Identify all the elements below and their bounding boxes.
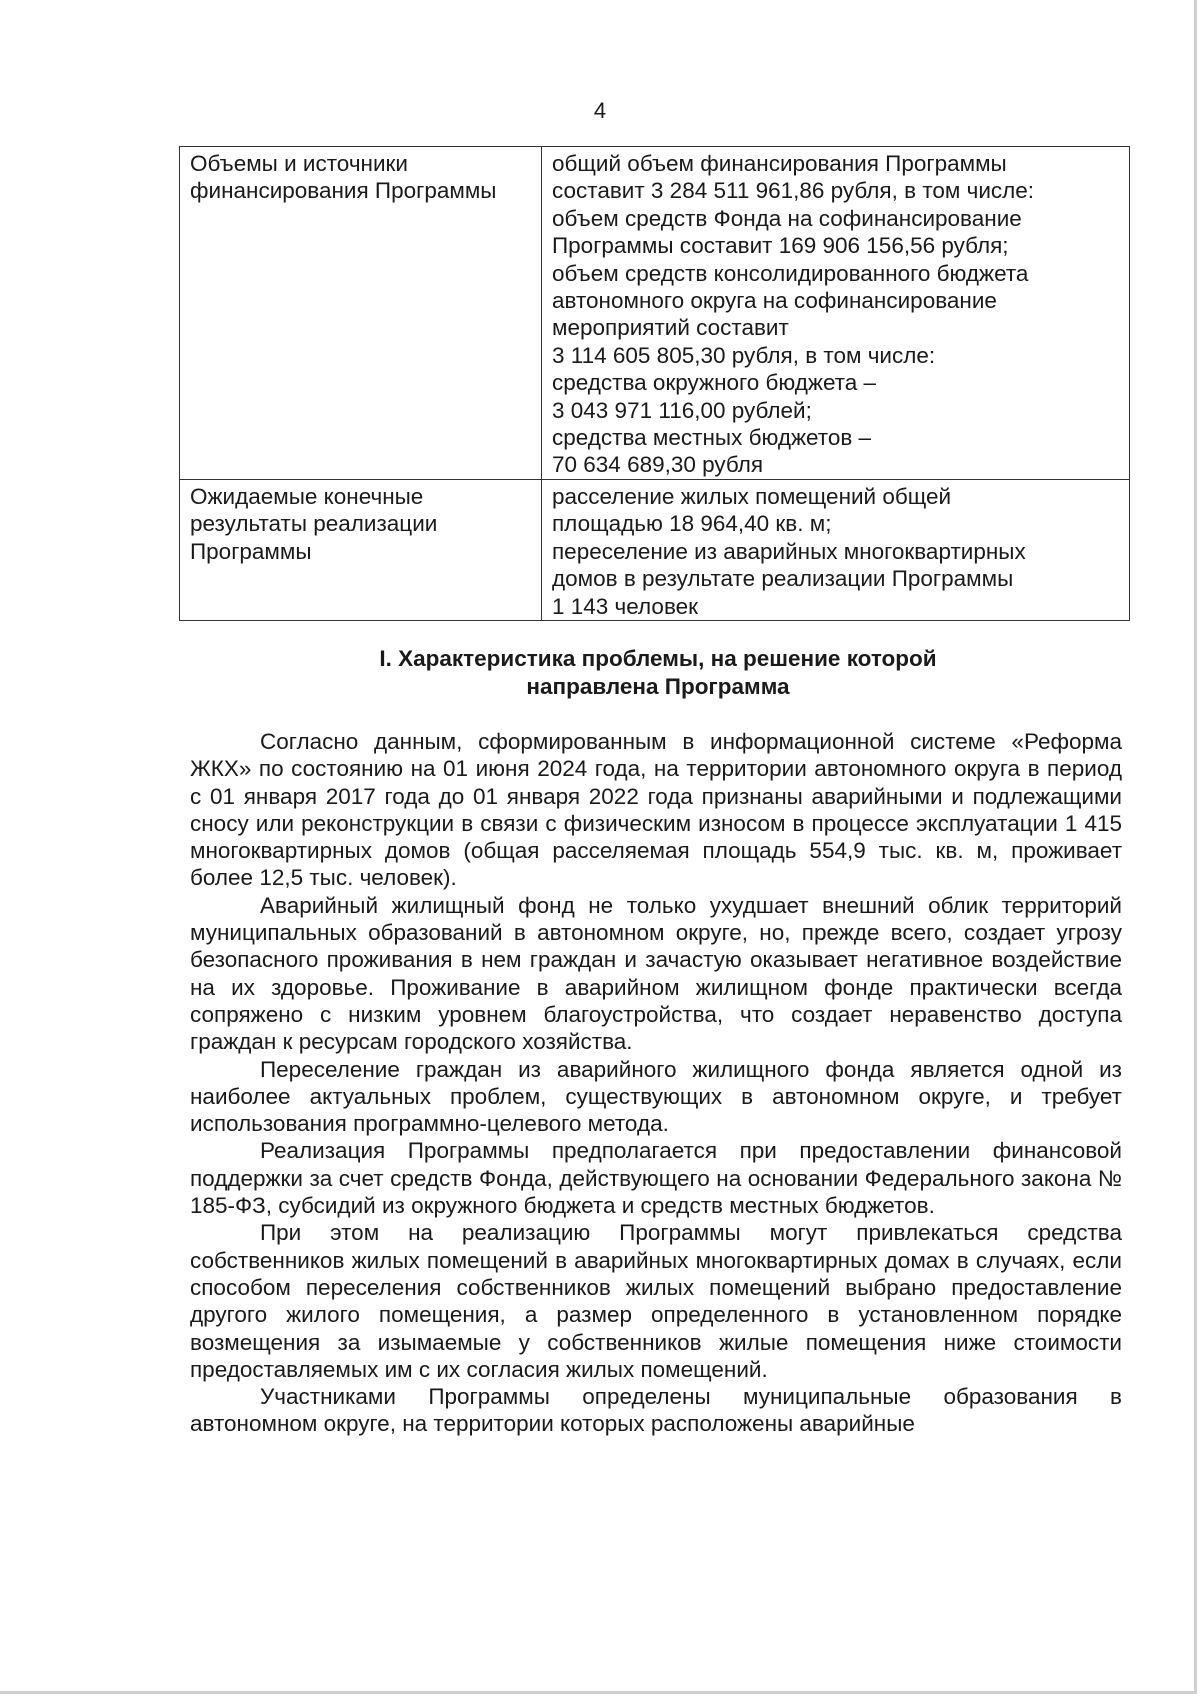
page-number: 4	[593, 98, 607, 123]
financing-line: средства местных бюджетов –	[552, 425, 872, 451]
table-row-financing	[180, 147, 1130, 480]
results-line: 1 143 человек	[552, 593, 698, 619]
financing-line: объем средств консолидированного бюджета	[552, 260, 1029, 286]
financing-line: составит 3 284 511 961,86 рубля, в том числе:	[552, 178, 1035, 204]
paragraph: Аварийный жилищный фонд не только ухудшает внешний облик территорий муниципальных образований в автономном округе, но, прежде всего, создает угрозу безопасного проживания в нем граждан и зачастую оказывает негативное воздействие на их здоровье. Проживание в аварийном жилищном фонде практически всегда сопряжено с низким уровнем благоустройства, что создает неравенство доступа граждан к ресурсам городского хозяйства.	[190, 892, 1122, 1055]
paragraph: Реализация Программы предполагается при предоставлении финансовой поддержки за счет средств Фонда, действующего на основании Федерального закона № 185-ФЗ, субсидий из окружного бюджета и средств местных бюджетов.	[190, 1138, 1122, 1219]
section-heading-line: I. Характеристика проблемы, на решение которой	[379, 646, 937, 671]
row-label-results: Ожидаемые конечные результаты реализации Программы	[180, 479, 542, 620]
paragraph: Переселение граждан из аварийного жилищного фонда является одной из наиболее актуальных проблем, существующих в автономном округе, и требует использования программно-целевого метода.	[190, 1056, 1122, 1137]
paragraph: При этом на реализацию Программы могут привлекаться средства собственников жилых помещений в аварийных многоквартирных домах в случаях, если способом переселения собственников жилых помещений выбрано предоставление другого жилого помещения, а размер определенного в установленном порядке возмещения за изымаемые у собственников жилые помещения ниже стоимости предоставляемых им с их согласия жилых помещений.	[190, 1220, 1122, 1382]
row-value-financing	[542, 147, 1130, 480]
financing-line: мероприятий составит	[552, 315, 789, 341]
paragraph: Согласно данным, сформированным в информационной системе «Реформа ЖКХ» по состоянию на 01 июня 2024 года, на территории автономного округа в период с 01 января 2017 года до 01 января 2022 года признаны аварийными и подлежащими сносу или реконструкции в связи с физическим износом в процессе эксплуатации 1 415 многоквартирных домов (общая расселяемая площадь 554,9 тыс. кв. м, проживает более 12,5 тыс. человек).	[190, 729, 1122, 891]
results-line: расселение жилых помещений общей	[552, 483, 952, 509]
financing-line: средства окружного бюджета –	[552, 370, 877, 396]
results-line: площадью 18 964,40 кв. м;	[552, 511, 832, 537]
financing-line: общий объем финансирования Программы	[552, 151, 1007, 176]
results-line: переселение из аварийных многоквартирных	[552, 538, 1026, 564]
results-line: домов в результате реализации Программы	[552, 566, 1014, 592]
section-heading-line: направлена Программа	[526, 674, 790, 699]
program-passport-table	[179, 146, 1130, 621]
financing-line: автономного округа на софинансирование	[552, 288, 997, 314]
section-body	[190, 728, 1122, 1438]
financing-line: 3 114 605 805,30 рубля, в том числе:	[552, 342, 936, 368]
table-row-results	[180, 479, 1130, 620]
row-label-financing: Объемы и источники финансирования Программы	[180, 147, 542, 480]
financing-line: 3 043 971 116,00 рублей;	[552, 397, 812, 423]
row-value-results	[542, 479, 1130, 620]
section-heading	[0, 645, 1200, 701]
financing-line: 70 634 689,30 рубля	[552, 452, 764, 478]
financing-line: объем средств Фонда на софинансирование	[552, 205, 1022, 231]
financing-line: Программы составит 169 906 156,56 рубля;	[552, 233, 1009, 259]
paragraph: Участниками Программы определены муниципальные образования в автономном округе, на территории которых расположены аварийные	[190, 1384, 1122, 1437]
